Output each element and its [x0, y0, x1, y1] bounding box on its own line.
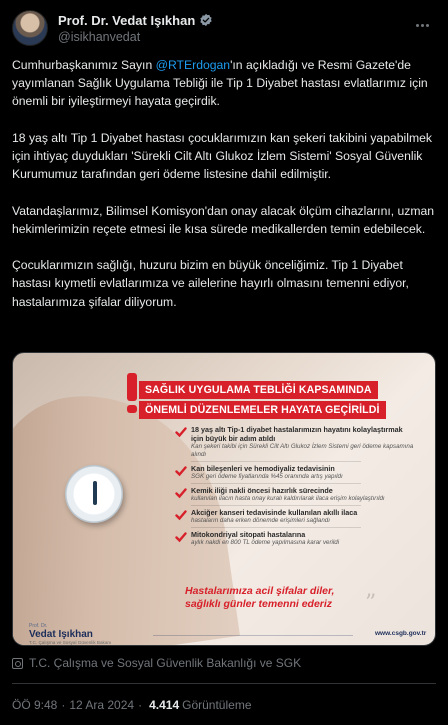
banner-line-2: ÖNEMLİ DÜZENLEMELER HAYATA GEÇİRİLDİ — [139, 401, 386, 419]
tweet-header — [12, 10, 436, 46]
author-handle[interactable]: @isikhanvedat — [58, 30, 141, 44]
check-icon — [175, 531, 187, 543]
tweet-paragraph-4: Çocuklarımızın sağlığı, huzuru bizim en büyük önceliğimiz. Tip 1 Diyabet hastası kıymetli evlatlarımıza ve ailelerine hayırlı olmasını temenni ediyor, hastalarımıza şifalar diliyorum. — [12, 258, 409, 309]
item-title: Kemik iliği nakli öncesi hazırlık sürecinde — [191, 486, 333, 495]
post-date[interactable]: 12 Ara 2024 — [69, 698, 135, 712]
list-item — [175, 486, 415, 503]
text-segment: 'ın açıkladığı ve Resmi Gazete'de yayımlanan Sağlık Uygulama Tebliği ile Tip 1 Diyabet hastası evlatlarımız için önemli bir iyileştirmeyi hayata geçirdik. — [12, 58, 428, 109]
signature-name: Vedat Işıkhan — [29, 629, 93, 640]
mention-link[interactable]: @RTErdogan — [155, 58, 231, 72]
camera-icon — [12, 658, 23, 669]
list-item — [175, 530, 415, 547]
signature-title: Prof. Dr. — [29, 623, 48, 629]
more-options-icon[interactable] — [416, 14, 434, 32]
footer-divider — [153, 635, 353, 636]
signature-block — [29, 623, 111, 645]
item-title: 18 yaş altı Tip-1 diyabet hastalarımızın hayatını kolaylaştırmak için büyük bir adım atıldı — [191, 425, 403, 443]
item-subtitle: hastaların daha erken dönemde erişimleri sağlandı — [191, 517, 330, 524]
check-icon — [175, 509, 187, 521]
closing-message — [185, 585, 334, 611]
list-item — [175, 425, 415, 459]
item-subtitle: SGK geri ödeme fiyatlarında %45 oranında artış yapıldı — [191, 473, 343, 480]
author-row[interactable] — [58, 12, 213, 28]
banner-line-1: SAĞLIK UYGULAMA TEBLİĞİ KAPSAMINDA — [139, 381, 378, 399]
check-icon — [175, 487, 187, 499]
check-icon — [175, 426, 187, 438]
signature-role: T.C. Çalışma ve Sosyal Güvenlik Bakanı — [29, 640, 112, 645]
tweet-text — [12, 56, 436, 329]
tweet-meta — [12, 698, 252, 712]
text-segment: Cumhurbaşkanımız Sayın — [12, 58, 156, 72]
item-subtitle: Kan şekeri takibi için Sürekli Cilt Altı Glukoz İzlem Sistemi geri ödeme kapsamına alındı — [191, 443, 414, 458]
media-source[interactable] — [12, 655, 301, 671]
divider — [191, 461, 361, 462]
tweet-image[interactable] — [12, 352, 436, 646]
list-item — [175, 508, 415, 525]
tweet-paragraph-2: 18 yaş altı Tip 1 Diyabet hastası çocuklarımızın kan şekeri takibini yapabilmek için ihtiyaç duydukları 'Sürekli Cilt Altı Glukoz İzlem Sistemi' Sosyal Güvenlik Kurumumuz tarafından geri ödeme listesine dahil edilmiştir. — [12, 130, 432, 182]
divider — [191, 505, 361, 506]
separator: · — [61, 698, 66, 712]
post-time[interactable]: ÖÖ 9:48 — [12, 698, 58, 712]
closing-line-1: Hastalarımıza acil şifalar diler, — [185, 585, 335, 597]
item-subtitle: kullanılan ilacın hasta onay kuralı kaldırılarak ilaca erişim kolaylaştırıldı — [191, 495, 385, 502]
author-name[interactable]: Prof. Dr. Vedat Işıkhan — [58, 12, 196, 28]
source-label: T.C. Çalışma ve Sosyal Güvenlik Bakanlığı ve SGK — [29, 656, 302, 670]
views-label: Görüntüleme — [182, 698, 252, 712]
exclamation-icon — [127, 373, 137, 413]
divider — [12, 683, 436, 684]
tweet-paragraph-3: Vatandaşlarımız, Bilimsel Komisyon'dan onay alacak ölçüm cihazlarını, uzman hekimlerimizin reçete etmesi ile kısa sürede medikallerden temin edebilecek. — [12, 203, 435, 236]
item-title: Akciğer kanseri tedavisinde kullanılan akıllı ilaca — [191, 508, 358, 517]
item-subtitle: aylık nakdi en 800 TL ödeme yapılmasına karar verildi — [191, 539, 340, 546]
item-title: Kan bileşenleri ve hemodiyaliz tedavisinin — [191, 464, 335, 473]
separator: · — [138, 698, 143, 712]
avatar[interactable] — [12, 10, 48, 46]
list-item — [175, 464, 415, 481]
check-icon — [175, 465, 187, 477]
website-label: www.csgb.gov.tr — [375, 630, 427, 637]
sensor-slot — [93, 481, 97, 505]
divider — [191, 483, 361, 484]
regulation-list — [175, 425, 415, 552]
item-title: Mitokondriyal sitopati hastalarına — [191, 530, 306, 539]
quote-icon: ” — [365, 591, 377, 616]
verified-badge-icon — [199, 13, 213, 27]
closing-line-2: sağlıklı günler temenni ederiz — [185, 598, 333, 610]
view-count: 4.414 — [149, 698, 180, 712]
tweet-paragraph-1 — [12, 56, 436, 111]
divider — [191, 527, 361, 528]
